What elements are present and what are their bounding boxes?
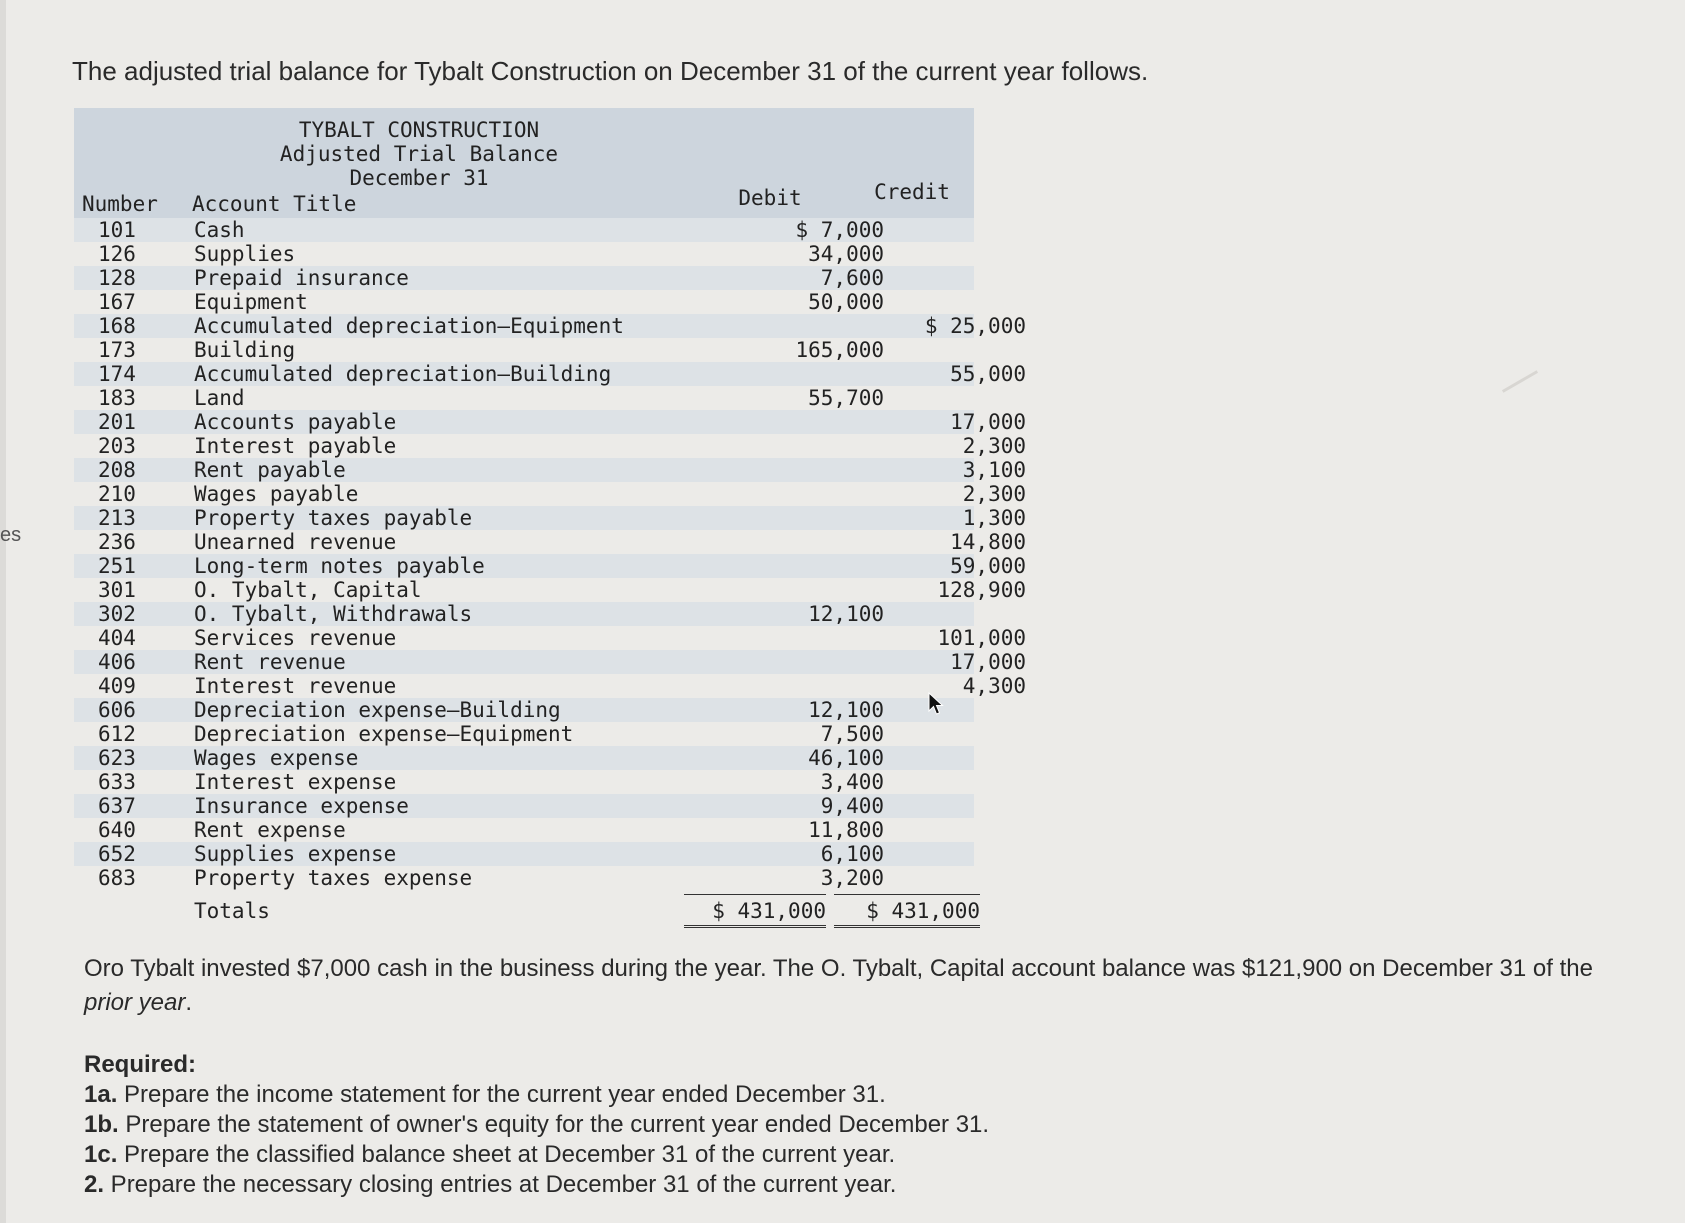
account-number: 183 bbox=[98, 386, 136, 410]
account-number: 652 bbox=[98, 842, 136, 866]
account-number: 128 bbox=[98, 266, 136, 290]
credit-double-underline bbox=[834, 925, 980, 928]
header-debit: Debit bbox=[738, 186, 802, 210]
account-number: 409 bbox=[98, 674, 136, 698]
account-number: 173 bbox=[98, 338, 136, 362]
table-row bbox=[74, 386, 974, 410]
table-row bbox=[74, 626, 1026, 650]
table-row bbox=[74, 338, 974, 362]
account-title: Rent revenue bbox=[194, 650, 346, 674]
table-row bbox=[74, 290, 974, 314]
account-title: Supplies bbox=[194, 242, 296, 266]
table-row bbox=[74, 674, 1026, 698]
table-row bbox=[74, 602, 974, 626]
credit-amount: 4,300 bbox=[962, 674, 1026, 698]
account-title: Depreciation expense—Equipment bbox=[194, 722, 574, 746]
gutter-text: es bbox=[0, 524, 22, 546]
debit-amount: 12,100 bbox=[808, 698, 884, 722]
statement-name: Adjusted Trial Balance bbox=[279, 142, 559, 166]
account-title: Equipment bbox=[194, 290, 308, 314]
account-number: 210 bbox=[98, 482, 136, 506]
table-row bbox=[74, 866, 974, 890]
account-title: Insurance expense bbox=[194, 794, 409, 818]
credit-amount: 17,000 bbox=[950, 410, 1026, 434]
account-number: 633 bbox=[98, 770, 136, 794]
debit-amount: 12,100 bbox=[808, 602, 884, 626]
totals-debit: $ 431,000 bbox=[712, 899, 826, 923]
table-row bbox=[74, 242, 974, 266]
required-item bbox=[84, 1080, 989, 1110]
table-row bbox=[74, 578, 1026, 602]
table-row bbox=[74, 794, 974, 818]
item-text: Prepare the necessary closing entries at December 31 of the current year. bbox=[104, 1171, 897, 1198]
statement-date: December 31 bbox=[349, 166, 489, 190]
account-number: 201 bbox=[98, 410, 136, 434]
credit-amount: 128,900 bbox=[937, 578, 1026, 602]
item-text: Prepare the income statement for the current year ended December 31. bbox=[117, 1081, 886, 1108]
item-text: Prepare the statement of owner's equity for the current year ended December 31. bbox=[118, 1111, 990, 1138]
account-title: Accounts payable bbox=[194, 410, 397, 434]
account-number: 406 bbox=[98, 650, 136, 674]
account-title: Rent payable bbox=[194, 458, 346, 482]
account-number: 126 bbox=[98, 242, 136, 266]
table-row bbox=[74, 746, 974, 770]
table-row bbox=[74, 842, 974, 866]
debit-amount: 3,200 bbox=[820, 866, 884, 890]
required-section bbox=[84, 1050, 989, 1200]
totals-label: Totals bbox=[194, 899, 270, 923]
trial-balance-table bbox=[74, 108, 1026, 928]
account-title: Services revenue bbox=[194, 626, 397, 650]
debit-amount: 7,500 bbox=[820, 722, 884, 746]
account-title: Accumulated depreciation—Building bbox=[194, 362, 612, 386]
item-label: 1b. bbox=[84, 1111, 119, 1138]
account-number: 683 bbox=[98, 866, 136, 890]
item-label: 1c. bbox=[84, 1141, 118, 1168]
credit-amount: 14,800 bbox=[950, 530, 1026, 554]
account-number: 640 bbox=[98, 818, 136, 842]
table-row bbox=[74, 458, 1026, 482]
debit-amount: 50,000 bbox=[808, 290, 884, 314]
table-row bbox=[74, 530, 1026, 554]
credit-amount: 101,000 bbox=[937, 626, 1026, 650]
required-heading: Required: bbox=[84, 1051, 197, 1078]
debit-amount: 6,100 bbox=[820, 842, 884, 866]
account-title: Depreciation expense—Building bbox=[194, 698, 561, 722]
debit-double-underline bbox=[684, 925, 826, 928]
debit-amount: 55,700 bbox=[808, 386, 884, 410]
debit-amount: 165,000 bbox=[795, 338, 884, 362]
credit-amount: 1,300 bbox=[962, 506, 1026, 530]
account-title: O. Tybalt, Capital bbox=[194, 578, 422, 602]
account-number: 251 bbox=[98, 554, 136, 578]
header-number: Number bbox=[82, 192, 158, 216]
account-number: 101 bbox=[98, 218, 136, 242]
account-title: Unearned revenue bbox=[194, 530, 397, 554]
account-number: 167 bbox=[98, 290, 136, 314]
credit-amount: 59,000 bbox=[950, 554, 1026, 578]
account-title: Long-term notes payable bbox=[194, 554, 485, 578]
account-number: 612 bbox=[98, 722, 136, 746]
table-row bbox=[74, 698, 974, 722]
account-title: Property taxes expense bbox=[194, 866, 473, 890]
credit-amount: 55,000 bbox=[950, 362, 1026, 386]
account-number: 302 bbox=[98, 602, 136, 626]
note-end: . bbox=[185, 989, 193, 1016]
table-row bbox=[74, 362, 1026, 386]
debit-amount: 3,400 bbox=[820, 770, 884, 794]
account-number: 637 bbox=[98, 794, 136, 818]
account-number: 623 bbox=[98, 746, 136, 770]
required-item bbox=[84, 1170, 989, 1200]
mouse-pointer-icon bbox=[928, 692, 946, 716]
account-title: Accumulated depreciation—Equipment bbox=[194, 314, 624, 338]
table-row bbox=[74, 722, 974, 746]
table-row bbox=[74, 410, 1026, 434]
investment-note bbox=[84, 952, 1624, 1020]
table-row bbox=[74, 266, 974, 290]
account-title: Property taxes payable bbox=[194, 506, 473, 530]
left-gutter bbox=[0, 0, 6, 1223]
account-title: O. Tybalt, Withdrawals bbox=[194, 602, 473, 626]
table-row bbox=[74, 434, 1026, 458]
account-number: 404 bbox=[98, 626, 136, 650]
credit-amount: 3,100 bbox=[962, 458, 1026, 482]
account-title: Rent expense bbox=[194, 818, 346, 842]
table-row bbox=[74, 818, 974, 842]
table-row bbox=[74, 314, 1026, 338]
account-title: Interest revenue bbox=[194, 674, 397, 698]
intro-text: The adjusted trial balance for Tybalt Construction on December 31 of the current year follows. bbox=[72, 56, 1149, 86]
totals-credit: $ 431,000 bbox=[866, 899, 980, 923]
account-title: Wages expense bbox=[194, 746, 359, 770]
item-label: 1a. bbox=[84, 1081, 118, 1108]
company-name: TYBALT CONSTRUCTION bbox=[298, 118, 540, 142]
table-row bbox=[74, 770, 974, 794]
table-row bbox=[74, 218, 974, 242]
table-row bbox=[74, 506, 1026, 530]
account-title: Supplies expense bbox=[194, 842, 397, 866]
required-item bbox=[84, 1140, 989, 1170]
account-number: 203 bbox=[98, 434, 136, 458]
debit-amount: 11,800 bbox=[808, 818, 884, 842]
account-number: 168 bbox=[98, 314, 136, 338]
item-text: Prepare the classified balance sheet at December 31 of the current year. bbox=[117, 1141, 896, 1168]
debit-amount: 34,000 bbox=[808, 242, 884, 266]
table-row bbox=[74, 650, 1026, 674]
account-title: Land bbox=[194, 386, 245, 410]
account-title: Cash bbox=[194, 218, 245, 242]
credit-amount: 2,300 bbox=[962, 434, 1026, 458]
table-header bbox=[74, 108, 974, 218]
debit-amount: 9,400 bbox=[820, 794, 884, 818]
debit-amount: 46,100 bbox=[808, 746, 884, 770]
account-title: Interest payable bbox=[194, 434, 397, 458]
debit-amount: $ 7,000 bbox=[795, 218, 884, 242]
note-emphasis: prior year bbox=[84, 989, 186, 1016]
account-title: Wages payable bbox=[194, 482, 359, 506]
account-number: 208 bbox=[98, 458, 136, 482]
table-row bbox=[74, 482, 1026, 506]
account-number: 213 bbox=[98, 506, 136, 530]
account-number: 174 bbox=[98, 362, 136, 386]
account-title: Building bbox=[194, 338, 296, 362]
credit-amount: 2,300 bbox=[962, 482, 1026, 506]
account-number: 301 bbox=[98, 578, 136, 602]
item-label: 2. bbox=[84, 1171, 105, 1198]
credit-amount: 17,000 bbox=[950, 650, 1026, 674]
light-glare bbox=[1502, 370, 1538, 393]
account-title: Prepaid insurance bbox=[194, 266, 409, 290]
required-item bbox=[84, 1110, 989, 1140]
note-main: Oro Tybalt invested $7,000 cash in the business during the year. The O. Tybalt, Capital account balance was $121,900 on December 31 of the bbox=[84, 955, 1593, 982]
header-account-title: Account Title bbox=[192, 192, 357, 216]
totals-row bbox=[74, 894, 980, 928]
account-number: 606 bbox=[98, 698, 136, 722]
header-credit: Credit bbox=[874, 180, 950, 204]
account-number: 236 bbox=[98, 530, 136, 554]
table-row bbox=[74, 554, 1026, 578]
account-title: Interest expense bbox=[194, 770, 397, 794]
debit-amount: 7,600 bbox=[820, 266, 884, 290]
credit-amount: $ 25,000 bbox=[924, 314, 1026, 338]
table-body bbox=[74, 218, 1026, 890]
